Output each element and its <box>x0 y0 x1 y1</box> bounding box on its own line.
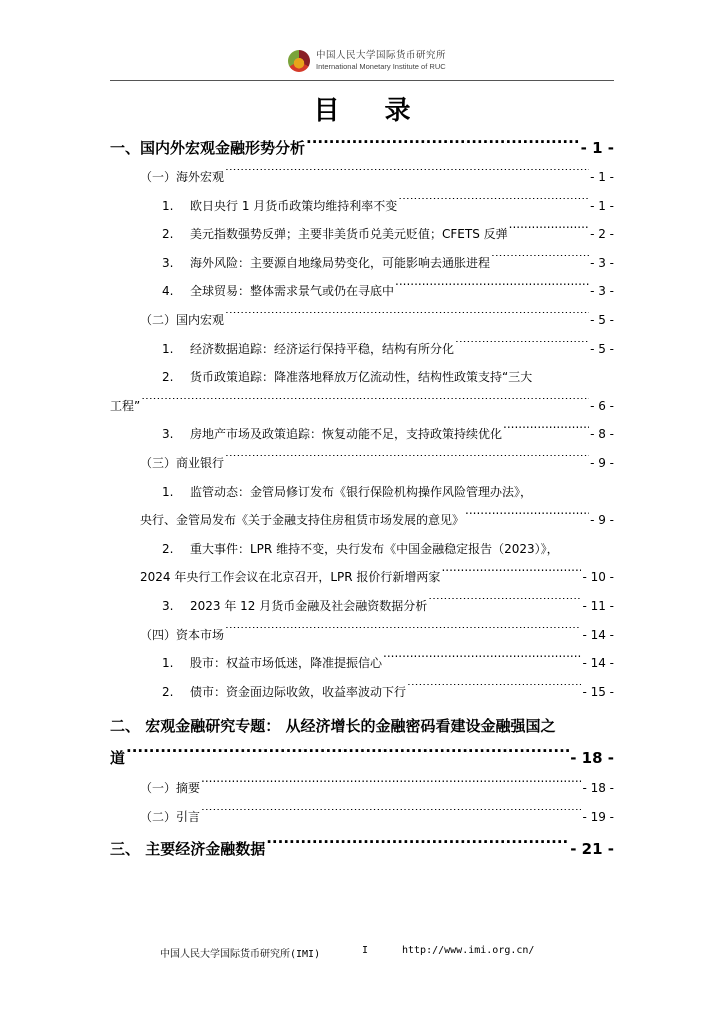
toc-entry[interactable]: 2. 美元指数强势反弹；主要非美货币兑美元贬值；CFETS 反弹 ..... - 2 - <box>110 220 614 249</box>
toc-entry-line2[interactable]: 工程” ..... - 6 - <box>110 392 614 421</box>
toc-entry-section-2-line1[interactable]: 二、 宏观金融研究专题： 从经济增长的金融密码看建设金融强国之 <box>110 717 556 736</box>
toc-entry-section-2-line2[interactable]: 道 ..... - 18 - <box>110 742 614 774</box>
header-divider <box>110 80 614 81</box>
toc-entry[interactable]: 3. 2023 年 12 月货币金融及社会融资数据分析 ..... - 11 - <box>110 592 614 621</box>
toc-entry-section-1[interactable]: 一、国内外宏观金融形势分析 ..... - 1 - <box>110 133 614 163</box>
toc-entry-line2[interactable]: 2024 年央行工作会议在北京召开，LPR 报价行新增两家 ..... - 10 - <box>110 563 614 592</box>
toc-entry-domestic-macro[interactable]: （二）国内宏观 ..... - 5 - <box>110 306 614 335</box>
org-name-cn: 中国人民大学国际货币研究所 <box>316 50 447 61</box>
page-header <box>110 48 614 80</box>
footer-url[interactable]: http://www.imi.org.cn/ <box>402 945 535 956</box>
toc-entry[interactable]: 2. 债市：资金面边际收敛，收益率波动下行 ..... - 15 - <box>110 678 614 707</box>
table-of-contents <box>110 133 614 865</box>
imi-logo-icon <box>288 50 310 72</box>
footer-page-number: I <box>362 945 369 956</box>
toc-entry-line1[interactable]: 1. 监管动态：金管局修订发布《银行保险机构操作风险管理办法》， <box>162 484 533 499</box>
toc-entry-section-3[interactable]: 三、 主要经济金融数据 ..... - 21 - <box>110 833 614 865</box>
page-title: 目 录 <box>313 96 429 126</box>
toc-entry[interactable]: 4. 全球贸易：整体需求景气或仍在寻底中 ..... - 3 - <box>110 277 614 306</box>
toc-entry-line2[interactable]: 央行、金管局发布《关于金融支持住房租赁市场发展的意见》 ..... - 9 - <box>110 506 614 535</box>
toc-entry[interactable]: 1. 欧日央行 1 月货币政策均维持利率不变 ..... - 1 - <box>110 192 614 221</box>
toc-entry-line1[interactable]: 2. 货币政策追踪：降准落地释放万亿流动性，结构性政策支持“三大 <box>162 370 533 385</box>
toc-entry[interactable]: 3. 海外风险：主要源自地缘局势变化，可能影响去通胀进程 ..... - 3 - <box>110 249 614 278</box>
footer-org: 中国人民大学国际货币研究所(IMI) <box>160 949 321 960</box>
toc-entry[interactable]: 1. 经济数据追踪：经济运行保持平稳，结构有所分化 ..... - 5 - <box>110 335 614 364</box>
toc-entry-introduction[interactable]: （二）引言 ..... - 19 - <box>110 803 614 832</box>
institute-logo <box>288 50 446 72</box>
toc-entry[interactable]: 1. 股市：权益市场低迷，降准提振信心 ..... - 14 - <box>110 649 614 678</box>
toc-entry-commercial-banks[interactable]: （三）商业银行 ..... - 9 - <box>110 449 614 478</box>
toc-entry-abstract[interactable]: （一）摘要 ..... - 18 - <box>110 774 614 803</box>
org-name-en: International Monetary Institute of RUC <box>316 62 446 71</box>
toc-entry-overseas-macro[interactable]: （一）海外宏观 ..... - 1 - <box>110 163 614 192</box>
toc-entry[interactable]: 3. 房地产市场及政策追踪：恢复动能不足，支持政策持续优化 ..... - 8 - <box>110 420 614 449</box>
toc-entry-capital-market[interactable]: （四）资本市场 ..... - 14 - <box>110 621 614 650</box>
toc-entry-line1[interactable]: 2. 重大事件：LPR 维持不变，央行发布《中国金融稳定报告（2023）》， <box>162 541 559 556</box>
